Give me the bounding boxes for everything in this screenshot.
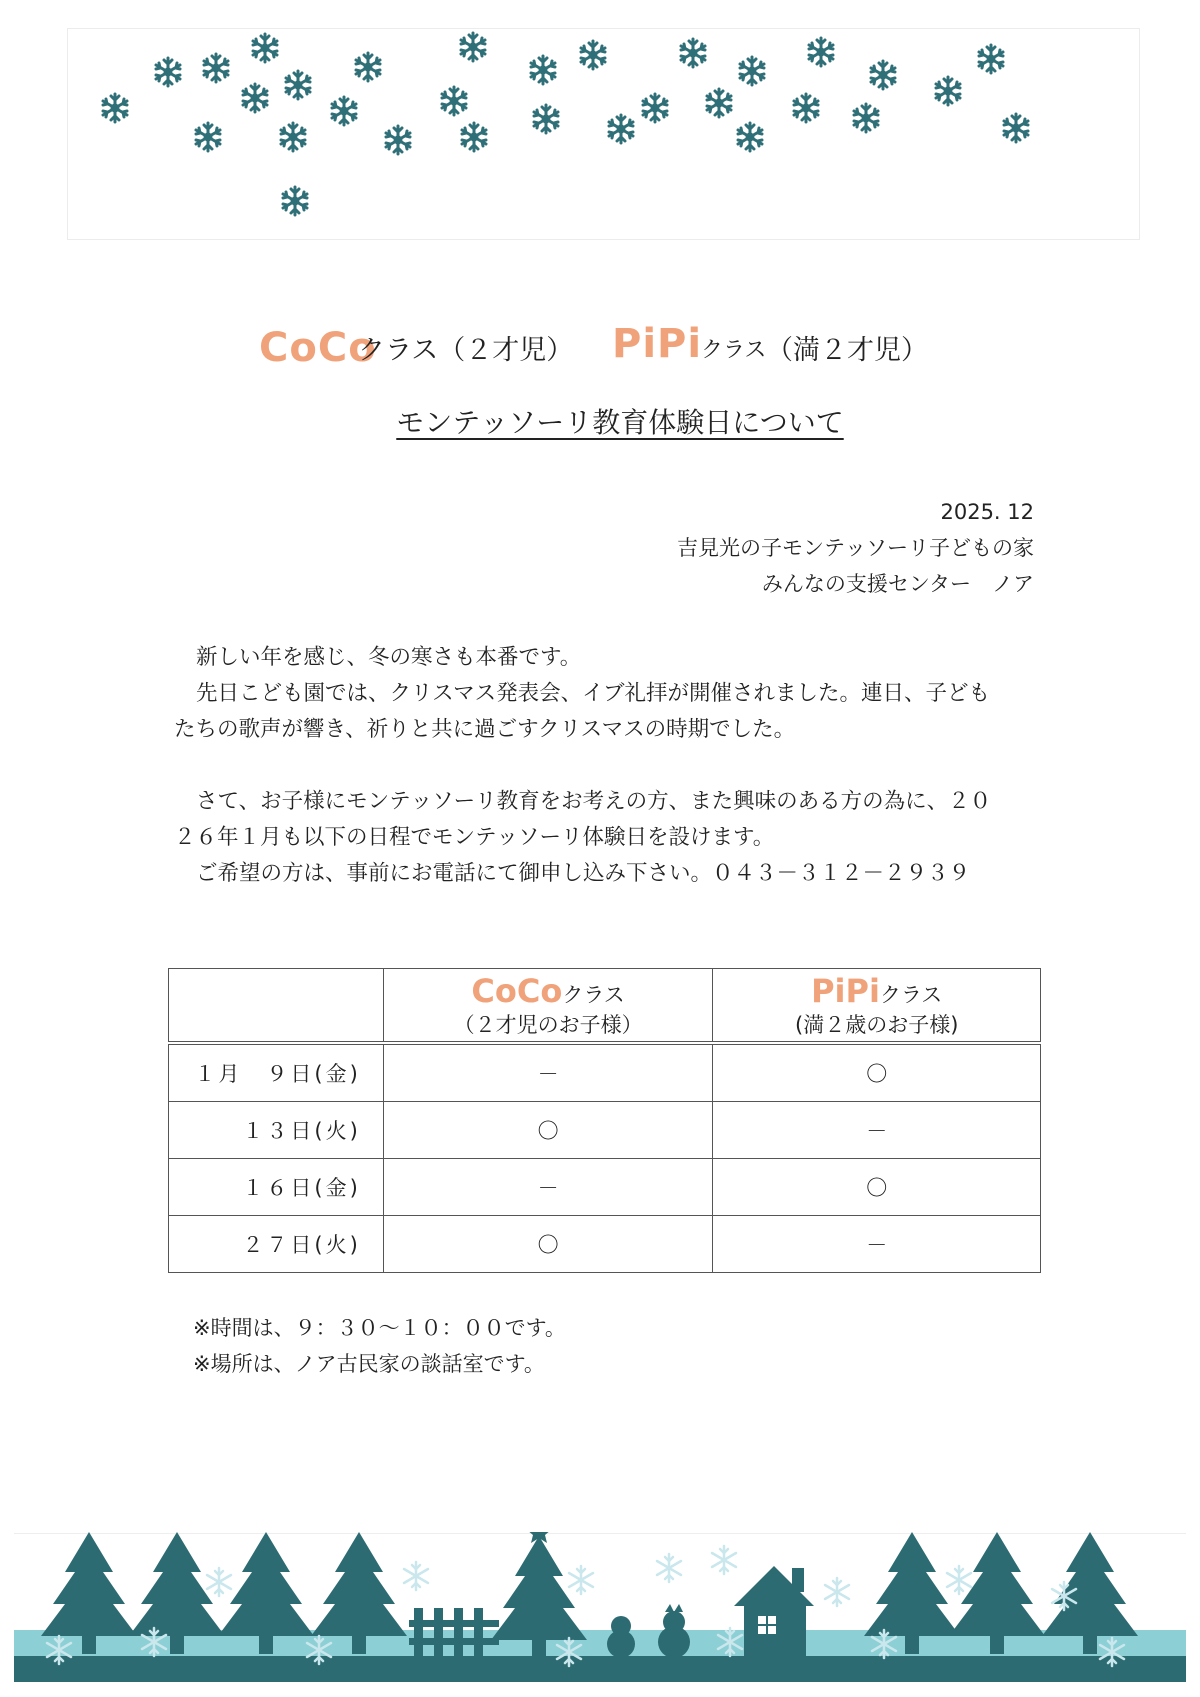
snowflake-icon — [794, 94, 818, 122]
coco-availability: 〇 — [383, 1102, 713, 1159]
snowflake-icon — [462, 123, 486, 151]
snowflake-icon — [531, 56, 555, 84]
snowflake-icon — [196, 123, 220, 151]
snowflake-icon — [442, 87, 466, 115]
header-pipi-cell — [713, 969, 1041, 1044]
coco-age-label: （２才児のお子様） — [453, 1013, 643, 1038]
paragraph-event-line1: 先日こども園では、クリスマス発表会、イブ礼拝が開催されました。連日、子ども — [196, 681, 990, 706]
table-row — [169, 1159, 1041, 1216]
pipi-availability: － — [713, 1102, 1041, 1159]
paragraph-invite-line2: ２６年１月も以下の日程でモンテッソーリ体験日を設けます。 — [174, 825, 775, 850]
snowflake-icon — [332, 97, 356, 125]
snowflake-icon — [281, 123, 305, 151]
snowflake-icon — [947, 1566, 971, 1594]
snowflake-icon — [386, 126, 410, 154]
coco-availability: 〇 — [383, 1216, 713, 1273]
note-place: ※場所は、ノア古民家の談話室です。 — [193, 1352, 545, 1376]
christmas-tree-icon — [491, 1532, 587, 1658]
snowflake-icon — [657, 1554, 681, 1582]
pipi-availability: 〇 — [713, 1159, 1041, 1216]
pipi-class-label: （満２才児） — [766, 335, 928, 366]
page-title: モンテッソーリ教育体験日について — [396, 406, 844, 439]
letter-body — [174, 640, 1054, 892]
ground-band-dark — [14, 1656, 1186, 1682]
snowflake-icon — [707, 89, 731, 117]
snowflake-icon — [738, 123, 762, 151]
snowflake-icon — [283, 187, 307, 215]
snowflake-icon — [825, 1578, 849, 1606]
snowflake-icon — [1004, 114, 1028, 142]
snowflake-icon — [936, 77, 960, 105]
table-row — [169, 1043, 1041, 1102]
organization-name: 吉見光の子モンテッソーリ子どもの家 — [677, 536, 1034, 560]
snowflake-icon — [854, 104, 878, 132]
tree-icon — [41, 1532, 137, 1654]
snowflake-icon — [740, 57, 764, 85]
snowflake-icon — [643, 94, 667, 122]
snowflake-icon — [253, 34, 277, 62]
snowflake-icon — [712, 1546, 736, 1574]
snowflake-icon — [809, 38, 833, 66]
note-time: ※時間は、９：３０～１０：００です。 — [193, 1316, 566, 1340]
issue-date: 2025. 12 — [940, 500, 1034, 524]
snowflake-icon — [979, 45, 1003, 73]
coco-logo: CoCo — [471, 971, 563, 1010]
snowflake-icon — [243, 84, 267, 112]
snowflake-icon — [286, 71, 310, 99]
coco-class-label: クラス — [562, 982, 625, 1007]
pipi-availability: 〇 — [713, 1043, 1041, 1102]
header-coco-cell — [383, 969, 713, 1044]
tree-icon — [311, 1532, 407, 1654]
date-cell: １６日(金) — [169, 1159, 384, 1216]
table-row — [169, 1102, 1041, 1159]
pipi-logo: PiPi — [612, 321, 703, 367]
coco-availability: － — [383, 1159, 713, 1216]
table-row — [169, 1216, 1041, 1273]
snowflake-icon — [581, 41, 605, 69]
snowflake-icon — [534, 105, 558, 133]
paragraph-event-line2: たちの歌声が響き、祈りと共に過ごすクリスマスの時期でした。 — [174, 717, 796, 742]
snowflake-icon — [156, 58, 180, 86]
coco-logo: CoCo — [259, 325, 377, 371]
paragraph-invite-line1: さて、お子様にモンテッソーリ教育をお考えの方、また興味のある方の為に、２０ — [196, 789, 992, 814]
snowflake-icon — [356, 53, 380, 81]
pipi-availability: － — [713, 1216, 1041, 1273]
paragraph-contact: ご希望の方は、事前にお電話にて御申し込み下さい。０４３－３１２－２９３９ — [196, 861, 971, 886]
pipi-class-small-label: クラス — [701, 338, 767, 363]
pipi-logo: PiPi — [811, 971, 880, 1010]
snowflake-icon — [681, 39, 705, 67]
winter-scene — [14, 1532, 1186, 1682]
house-icon — [734, 1566, 814, 1658]
date-cell: １月 ９日(金) — [169, 1043, 384, 1102]
paragraph-spacer — [174, 748, 1054, 784]
paragraph-greeting: 新しい年を感じ、冬の寒さも本番です。 — [196, 645, 582, 670]
tree-icon — [864, 1532, 960, 1654]
date-cell: １３日(火) — [169, 1102, 384, 1159]
coco-class-label: クラス（２才児） — [358, 335, 574, 366]
snowflake-icon — [207, 1568, 231, 1596]
snowflake-icon — [871, 61, 895, 89]
tree-icon — [218, 1532, 314, 1654]
coco-availability: － — [383, 1043, 713, 1102]
class-header — [0, 322, 1200, 372]
pipi-age-label: (満２歳のお子様) — [795, 1013, 959, 1038]
snowflake-icon — [569, 1566, 593, 1594]
pipi-class-label: クラス — [879, 982, 943, 1007]
snowflake-icon — [204, 54, 228, 82]
snowflake-banner — [67, 28, 1140, 240]
snowflake-icon — [609, 115, 633, 143]
schedule-table — [168, 968, 1041, 1273]
notes — [193, 1310, 566, 1382]
winter-scene-footer — [14, 1532, 1186, 1682]
schedule-header-row — [169, 969, 1041, 1044]
header-blank-cell — [169, 969, 384, 1044]
support-center-name: みんなの支援センター ノア — [761, 572, 1034, 596]
snowflake-icon — [103, 94, 127, 122]
tree-icon — [949, 1532, 1045, 1654]
snowflake-field — [68, 29, 1139, 239]
snowflake-icon — [461, 33, 485, 61]
date-cell: ２７日(火) — [169, 1216, 384, 1273]
snowflake-icon — [404, 1562, 428, 1590]
